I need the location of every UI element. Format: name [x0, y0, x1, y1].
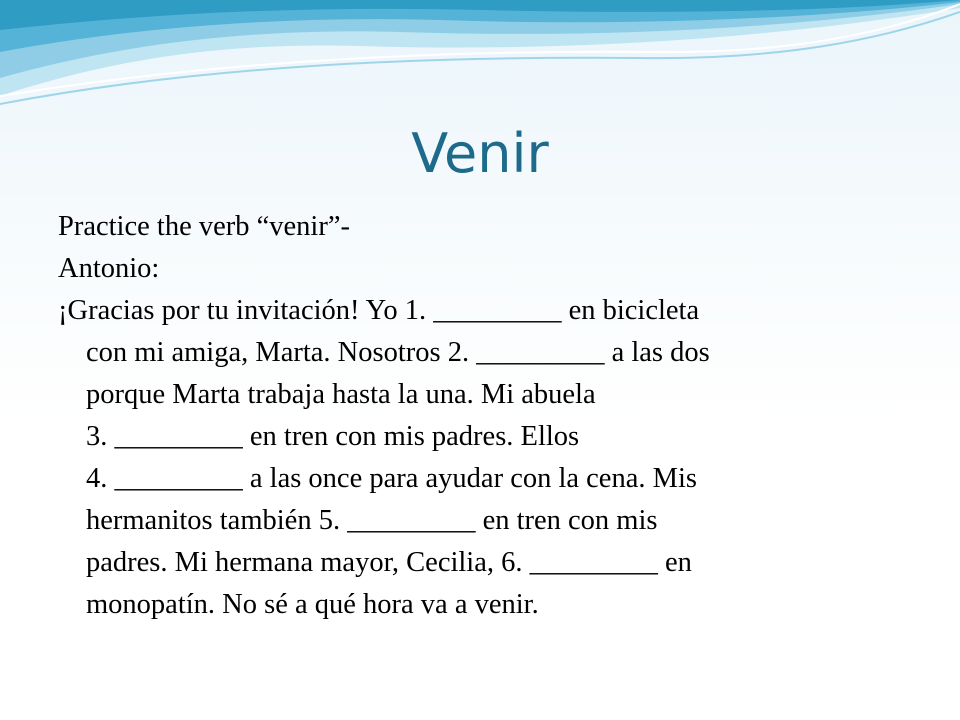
slide-title: Venir [411, 122, 549, 185]
intro-line: Practice the verb “venir”- [58, 211, 350, 242]
decorative-wave-banner [0, 0, 960, 120]
exercise-line: hermanitos también 5. _________ en tren con mis [86, 505, 658, 536]
exercise-line: ¡Gracias por tu invitación! Yo 1. _________ en bicicleta [58, 295, 700, 326]
exercise-line: 4. _________ a las once para ayudar con la cena. Mis [86, 463, 697, 494]
exercise-line: padres. Mi hermana mayor, Cecilia, 6. _________ en [86, 547, 692, 578]
exercise-line: 3. _________ en tren con mis padres. Ellos [86, 421, 580, 452]
exercise-paragraph [58, 290, 918, 626]
exercise-line: con mi amiga, Marta. Nosotros 2. _________ a las dos [86, 337, 710, 368]
slide-body [58, 206, 918, 626]
speaker-label: Antonio: [58, 253, 160, 284]
exercise-line: monopatín. No sé a qué hora va a venir. [86, 589, 539, 620]
exercise-line: porque Marta trabaja hasta la una. Mi abuela [86, 379, 596, 410]
